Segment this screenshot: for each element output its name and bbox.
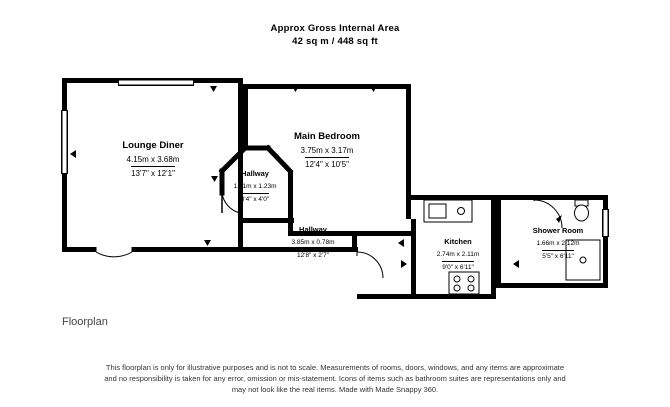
disclaimer xyxy=(0,362,670,395)
room-label-lounge-diner xyxy=(88,140,218,180)
room-name-lounge-diner: Lounge Diner xyxy=(122,140,184,151)
floorplan-title: Floorplan xyxy=(62,316,108,328)
door-swing-icon-shower xyxy=(534,197,562,228)
room-metric-kitchen: 2.74m x 2.11m xyxy=(436,250,480,258)
room-imperial-main-bedroom: 12'4" x 10'5" xyxy=(305,157,349,171)
room-metric-main-bedroom: 3.75m x 3.17m xyxy=(300,145,354,155)
window-icon-lounge-left xyxy=(61,110,68,174)
room-metric-shower-room: 1.66m x 2.12m xyxy=(536,239,580,247)
room-label-shower-room xyxy=(512,225,604,261)
window-icon-lounge-top xyxy=(118,79,194,86)
room-label-hallway-small xyxy=(212,168,298,204)
room-imperial-shower-room: 5'5" x 6'11" xyxy=(542,250,574,261)
room-name-kitchen: Kitchen xyxy=(444,237,472,246)
disclaimer-line-1: This floorplan is only for illustrative purposes and is not to scale. Measurements of rooms, doors, windows, and any items are approximate xyxy=(105,363,565,372)
room-imperial-hallway-small: 3'4" x 4'0" xyxy=(241,193,269,204)
room-label-hallway-long xyxy=(258,224,368,260)
room-name-hallway-small: Hallway xyxy=(241,169,269,178)
room-label-kitchen xyxy=(406,236,510,272)
room-metric-hallway-long: 3.85m x 0.78m xyxy=(291,238,335,246)
disclaimer-line-3: may not look like the real items. Made with Made Snappy 360. xyxy=(231,385,439,394)
room-name-main-bedroom: Main Bedroom xyxy=(294,131,360,142)
area-summary-line2: 42 sq m / 448 sq ft xyxy=(292,36,378,47)
area-summary-line1: Approx Gross Internal Area xyxy=(270,23,400,34)
room-imperial-hallway-long: 12'8" x 2'7" xyxy=(297,249,329,260)
hob-icon xyxy=(449,272,479,294)
room-name-shower-room: Shower Room xyxy=(532,226,584,235)
disclaimer-line-2: and no responsibility is taken for any error, omission or mis-statement. Icons of items such as bathroom suites are representations only and xyxy=(104,374,566,383)
door-swing-icon-lounge xyxy=(96,247,132,257)
room-metric-lounge-diner: 4.15m x 3.68m xyxy=(126,154,180,164)
room-imperial-kitchen: 9'0" x 6'11" xyxy=(442,261,474,272)
sink-icon xyxy=(424,200,472,222)
room-metric-hallway-small: 1.01m x 1.23m xyxy=(233,182,277,190)
room-label-main-bedroom xyxy=(262,131,392,171)
room-name-hallway-long: Hallway xyxy=(299,225,327,234)
room-imperial-lounge-diner: 13'7" x 12'1" xyxy=(131,166,175,180)
toilet-icon xyxy=(575,200,589,221)
